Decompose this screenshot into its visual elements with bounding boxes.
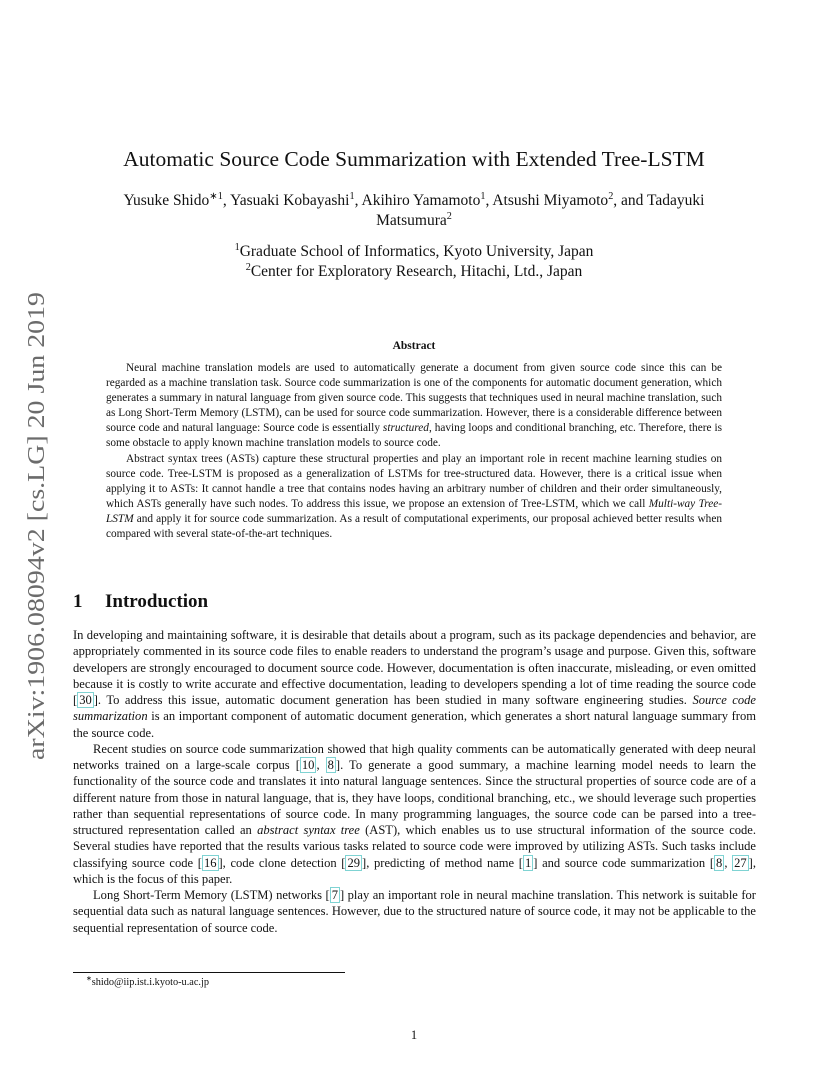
body-text: ], predicting of method name [ <box>362 855 523 870</box>
citation-link[interactable]: 10 <box>301 758 315 772</box>
abstract-emphasis: Multi-way Tree-LSTM <box>106 497 722 525</box>
affiliation-list <box>86 242 742 282</box>
arxiv-stamp-text: arXiv:1906.08094v2 [cs.LG] 20 Jun 2019 <box>23 348 50 760</box>
citation-link[interactable]: 8 <box>716 855 723 870</box>
citation-link[interactable]: 16 <box>203 855 217 870</box>
abstract-emphasis: structured <box>382 422 429 435</box>
author-separator: , <box>485 192 493 209</box>
citation-link[interactable]: 29 <box>347 855 361 870</box>
footnote-email: shido@iip.ist.i.kyoto-u.ac.jp <box>91 977 209 988</box>
author-mark: ∗1 <box>209 190 223 202</box>
section-title: Introduction <box>105 591 209 612</box>
citation-link[interactable]: 1 <box>524 855 532 870</box>
intro-paragraph <box>73 741 756 887</box>
author-mark: 2 <box>608 190 614 202</box>
body-text: ], code clone detection [ <box>218 855 346 870</box>
author-mark: 2 <box>446 210 452 222</box>
abstract-paragraph <box>106 361 722 452</box>
author-name: Akihiro Yamamoto <box>361 192 481 209</box>
author-name: Tadayuki Matsumura <box>376 192 705 229</box>
author-name: Atsushi Miyamoto <box>492 192 609 209</box>
affiliation <box>86 242 742 262</box>
citation-separator: , <box>724 855 733 870</box>
citation-separator: , <box>316 758 326 772</box>
body-text: (AST), which enables us to use structural information of the source code. Several studies have reported that the results various tasks related to source code were improved by utilizing ASTs. Such tasks include classifying source code [ <box>73 823 757 870</box>
affiliation <box>86 262 742 282</box>
abstract-text: and apply it for source code summarization. As a result of computational experiments, our proposal achieved better results when compared with several state-of-the-art techniques. <box>106 512 722 541</box>
paper-title: Automatic Source Code Summarization with Extended Tree-LSTM <box>123 147 705 171</box>
intro-body <box>73 627 756 936</box>
affiliation-text: Graduate School of Informatics, Kyoto University, Japan <box>239 243 594 260</box>
abstract-text: , having loops and conditional branching, etc. Therefore, there is some obstacle to apply known machine translation models to source code. <box>106 422 722 450</box>
body-text: Recent studies on source code summarization showed that high quality comments can be automatically generated with deep neural networks trained on a large-scale corpus [ <box>73 741 756 772</box>
affiliation-mark: 1 <box>234 241 240 253</box>
body-text: In developing and maintaining software, it is desirable that details about a program, such as its package dependencies and behavior, are appropriately commented in its source code files to enable readers to understand the program’s usage and purpose. Given this, software developers are strongly encouraged to document source code. However, documentation is often inaccurate, misleading, or even omitted because it is costly to write accurate and effective documentation, leading to developers spending a lot of time reading the source code [ <box>73 628 756 707</box>
section-number: 1 <box>73 591 83 612</box>
body-emphasis: abstract syntax tree <box>257 823 360 837</box>
abstract-heading: Abstract <box>392 340 436 352</box>
intro-paragraph <box>73 627 756 741</box>
body-text: is an important component of automatic document generation, which generates a short natural language summary from the source code. <box>73 709 756 740</box>
footnote-mark: ∗ <box>86 975 92 983</box>
author-mark: 1 <box>480 190 486 202</box>
affiliation-mark: 2 <box>245 261 251 273</box>
arxiv-stamp <box>20 290 50 760</box>
citation-link[interactable]: 30 <box>79 693 92 707</box>
body-text: Long Short-Term Memory (LSTM) networks [ <box>93 888 330 902</box>
body-text: ]. To address this issue, automatic document generation has been studied in many software engineering studies. <box>93 693 693 707</box>
affiliation-text: Center for Exploratory Research, Hitachi, Ltd., Japan <box>250 263 583 280</box>
abstract-text: Abstract syntax trees (ASTs) capture these structural properties and play an important role in recent machine learning studies on source code. Tree-LSTM is proposed as a generalization of LSTMs for tree-structured data. However, there is a critical issue when applying it to ASTs: It cannot handle a tree that contains nodes having an arbitrary number of children and their order simultaneously, which ASTs generally have such nodes. To address this issue, we propose an extension of Tree-LSTM, which we call <box>106 452 722 510</box>
citation-link[interactable]: 27 <box>734 855 747 870</box>
intro-paragraph <box>73 887 756 936</box>
author-separator: , <box>222 192 231 209</box>
citation-link[interactable]: 7 <box>331 888 338 902</box>
section-heading <box>73 591 208 613</box>
abstract-paragraph <box>106 452 722 543</box>
page-number: 1 <box>410 1028 418 1042</box>
body-text: ] play an important role in neural machine translation. This network is suitable for sequential data such as natural language sentences. However, due to the structured nature of source code, it may not be applicable to the sequential representation of source code. <box>73 888 756 935</box>
author-list <box>86 191 742 231</box>
author-name: Yusuke Shido <box>123 192 210 209</box>
author-mark: 1 <box>349 190 355 202</box>
footnote <box>86 977 209 988</box>
body-text: ], which is the focus of this paper. <box>73 855 756 886</box>
body-emphasis: Source code summarization <box>73 693 756 724</box>
author-name: Yasuaki Kobayashi <box>230 192 350 209</box>
abstract-body <box>106 361 722 542</box>
author-separator: , <box>354 192 362 209</box>
author-separator: , and <box>613 192 648 209</box>
footnote-rule <box>73 972 345 973</box>
citation-link[interactable]: 8 <box>327 758 334 772</box>
abstract-text: Neural machine translation models are used to automatically generate a document from given source code since this can be regarded as a machine translation task. Source code summarization is one of the components for automatic document generation, which generates a summary in natural language from given source code. This suggests that techniques used in neural machine translation, such as Long Short-Term Memory (LSTM), can be used for source code summarization. However, there is a considerable difference between source code and natural language: Source code is essentially <box>106 362 722 435</box>
body-text: ] and source code summarization [ <box>533 855 715 870</box>
body-text: ]. To generate a good summary, a machine learning model needs to learn the functionality of the source code and translates it into natural language sentences. Since the structural properties of source code are of a different nature from those in natural language, that is, they have loops, conditional branching, etc., we should leverage such properties rather than sequential representations of source code. In many programming languages, the source code can be parsed into a tree-structured representation called an <box>73 758 756 837</box>
